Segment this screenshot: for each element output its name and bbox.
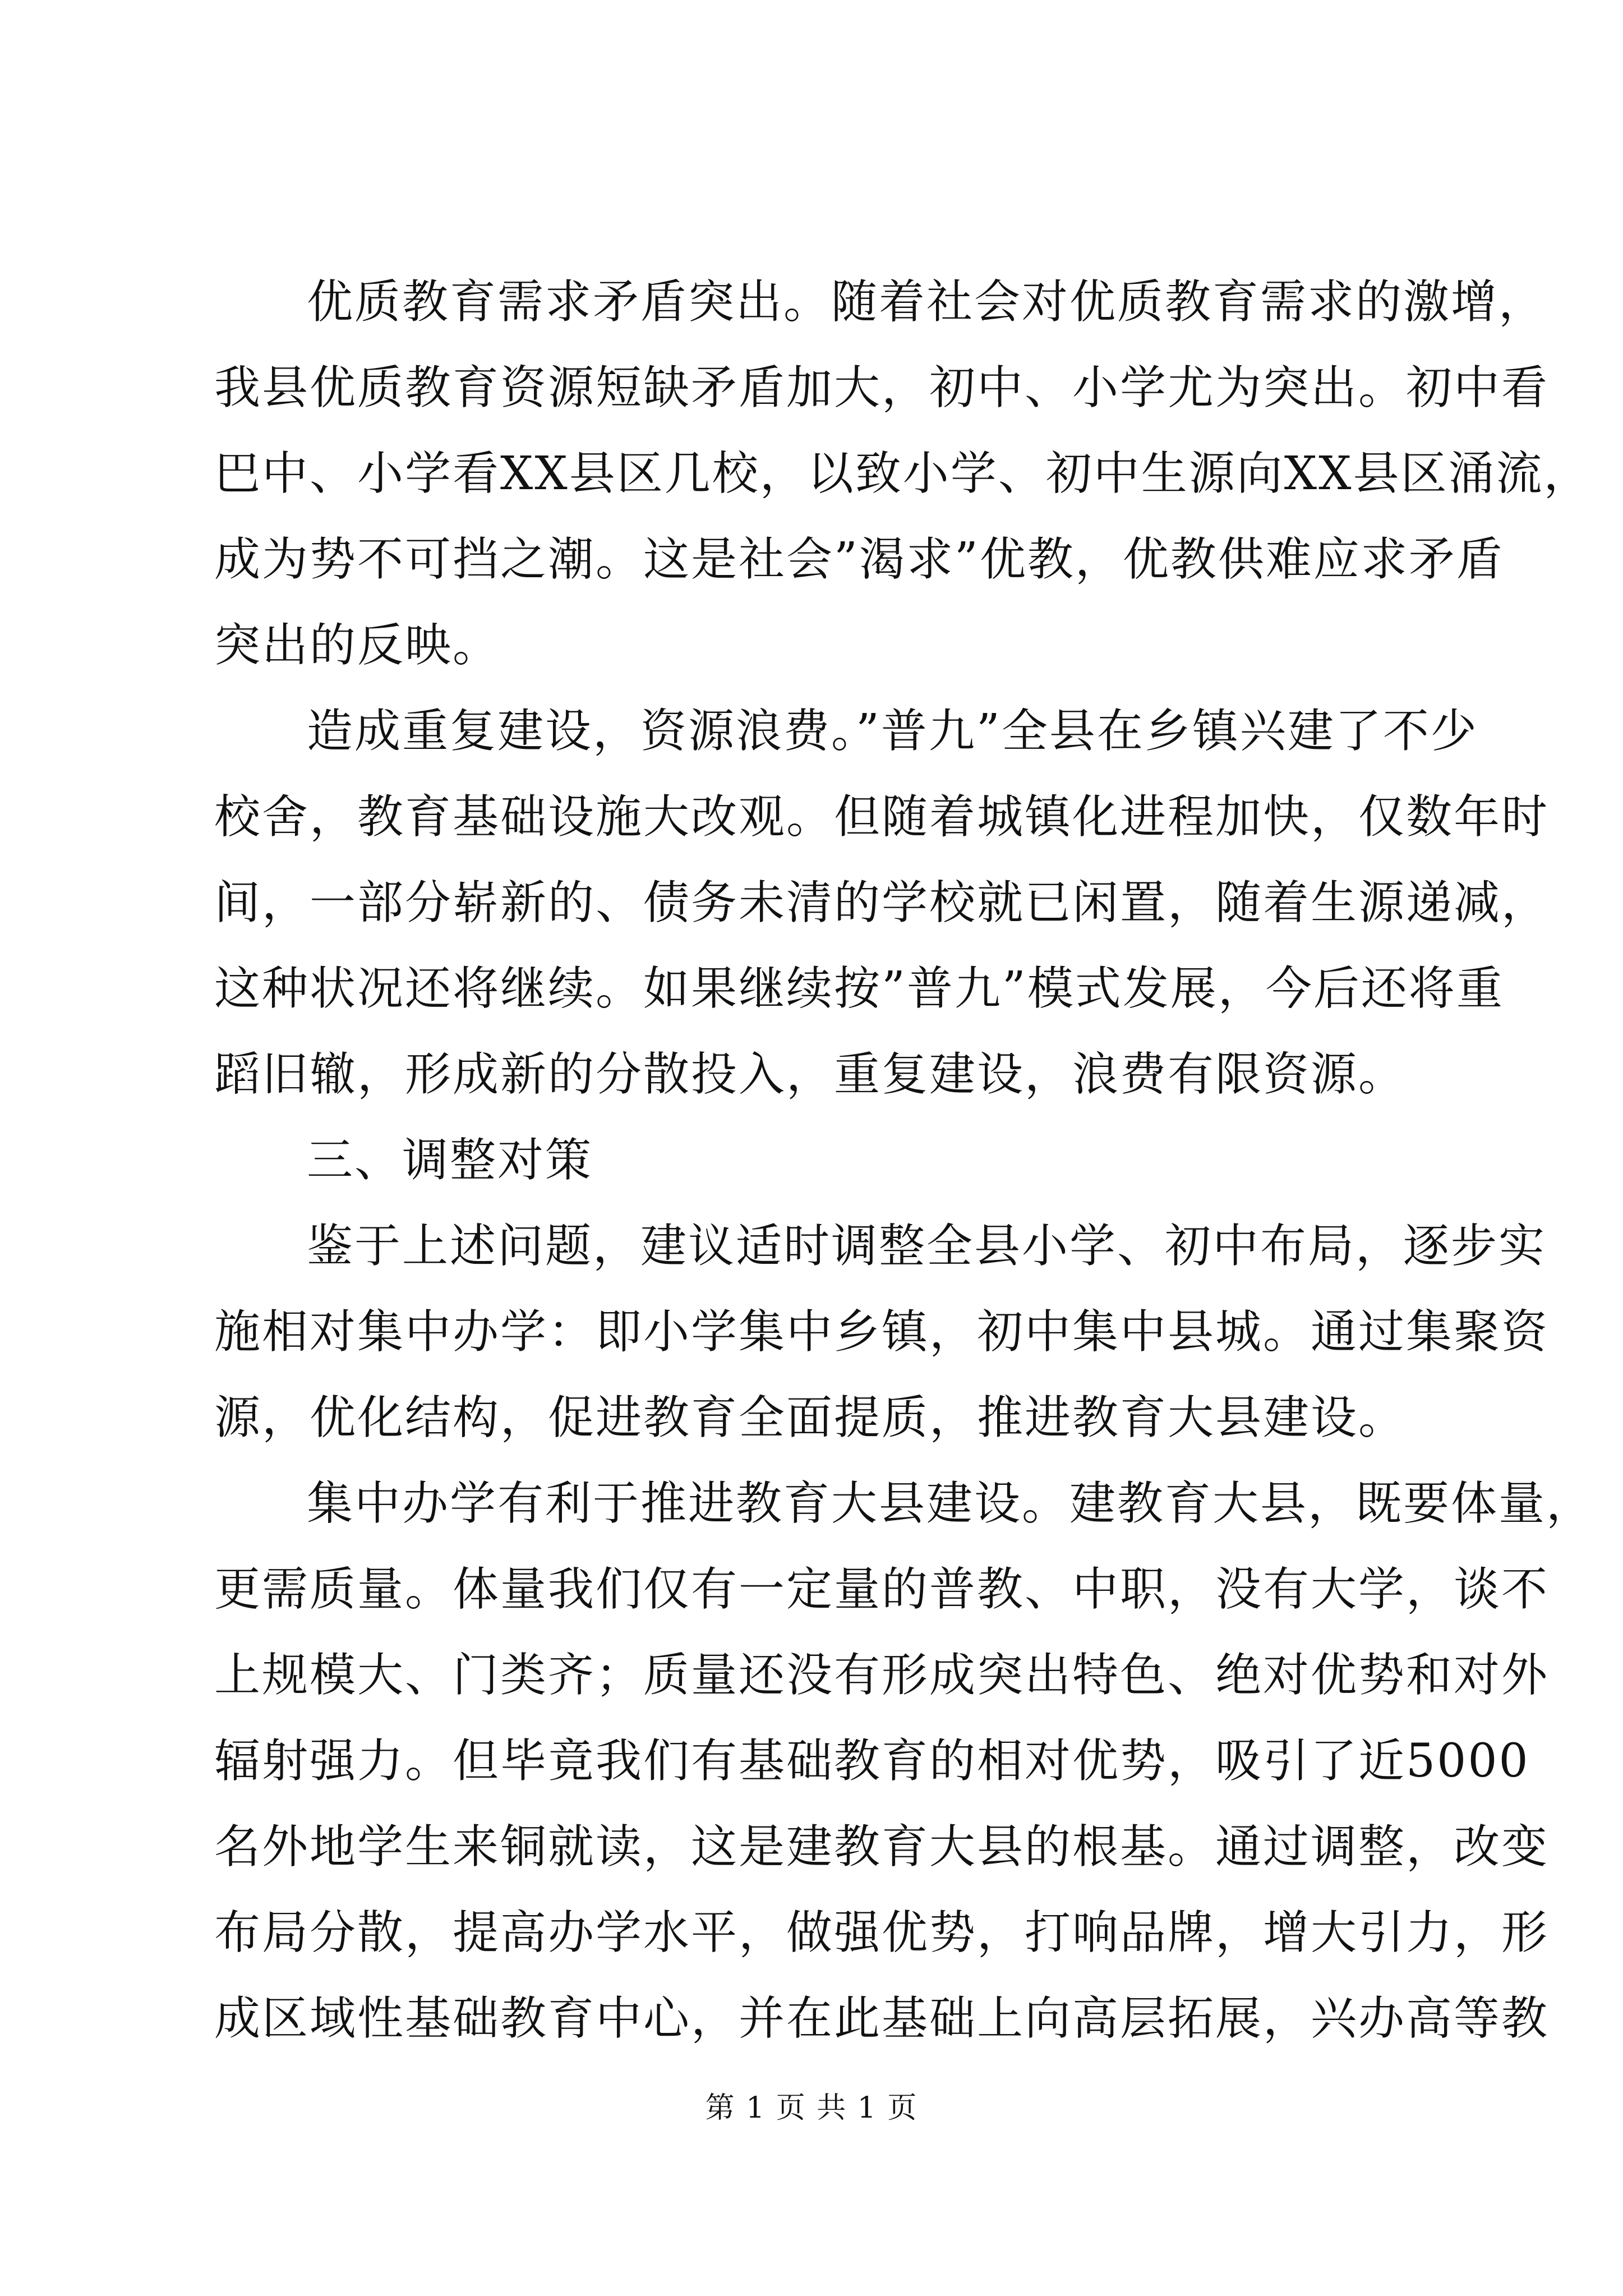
paragraph-quality-demand: [214, 259, 1592, 688]
paragraph-line: 源，优化结构，促进教育全面提质，推进教育大县建设。: [214, 1391, 1407, 1444]
paragraph-line: 我县优质教育资源短缺矛盾加大，初中、小学尤为突出。初中看: [214, 361, 1550, 415]
paragraph-duplicate-construction: [214, 688, 1550, 1117]
paragraph-line: 优质教育需求矛盾突出。随着社会对优质教育需求的激增，: [307, 275, 1547, 329]
paragraph-line: 造成重复建设，资源浪费。”普九”全县在乡镇兴建了不少: [307, 705, 1478, 758]
paragraph-line: 鉴于上述问题，建议适时调整全县小学、初中布局，逐步实: [307, 1220, 1547, 1273]
section-heading-adjustment: [214, 1117, 1410, 1203]
paragraph-line: 巴中、小学看XX县区几校，以致小学、初中生源向XX县区涌流，: [214, 447, 1592, 500]
paragraph-line: 布局分散，提高办学水平，做强优势，打响品牌，增大引力，形: [214, 1906, 1550, 1959]
paragraph-line: 突出的反映。: [214, 619, 501, 672]
paragraph-centralized-schooling: [214, 1461, 1594, 2062]
paragraph-line: 这种状况还将继续。如果继续按”普九”模式发展，今后还将重: [214, 962, 1504, 1015]
paragraph-line: 名外地学生来铜就读，这是建教育大县的根基。通过调整，改变: [214, 1820, 1550, 1874]
paragraph-line: 校舍，教育基础设施大改观。但随着城镇化进程加快，仅数年时: [214, 790, 1550, 844]
paragraph-line: 辐射强力。但毕竟我们有基础教育的相对优势，吸引了近5000: [214, 1734, 1530, 1788]
paragraph-proposal: [214, 1203, 1550, 1461]
paragraph-line: 间，一部分崭新的、债务未清的学校就已闲置，随着生源递减，: [214, 876, 1550, 930]
paragraph-line: 成区域性基础教育中心，并在此基础上向高层拓展，兴办高等教: [214, 1992, 1550, 2045]
paragraph-line: 施相对集中办学：即小学集中乡镇，初中集中县城。通过集聚资: [214, 1305, 1550, 1359]
paragraph-line: 更需质量。体量我们仅有一定量的普教、中职，没有大学，谈不: [214, 1563, 1550, 1616]
paragraph-line: 成为势不可挡之潮。这是社会”渴求”优教，优教供难应求矛盾: [214, 533, 1504, 586]
paragraph-line: 蹈旧辙，形成新的分散投入，重复建设，浪费有限资源。: [214, 1048, 1407, 1101]
section-heading: 三、调整对策: [307, 1134, 593, 1187]
page-number-footer: 第 1 页 共 1 页: [705, 2091, 918, 2125]
document-body: [214, 259, 1594, 2062]
paragraph-line: 上规模大、门类齐；质量还没有形成突出特色、绝对优势和对外: [214, 1649, 1550, 1702]
paragraph-line: 集中办学有利于推进教育大县建设。建教育大县，既要体量，: [307, 1477, 1594, 1530]
